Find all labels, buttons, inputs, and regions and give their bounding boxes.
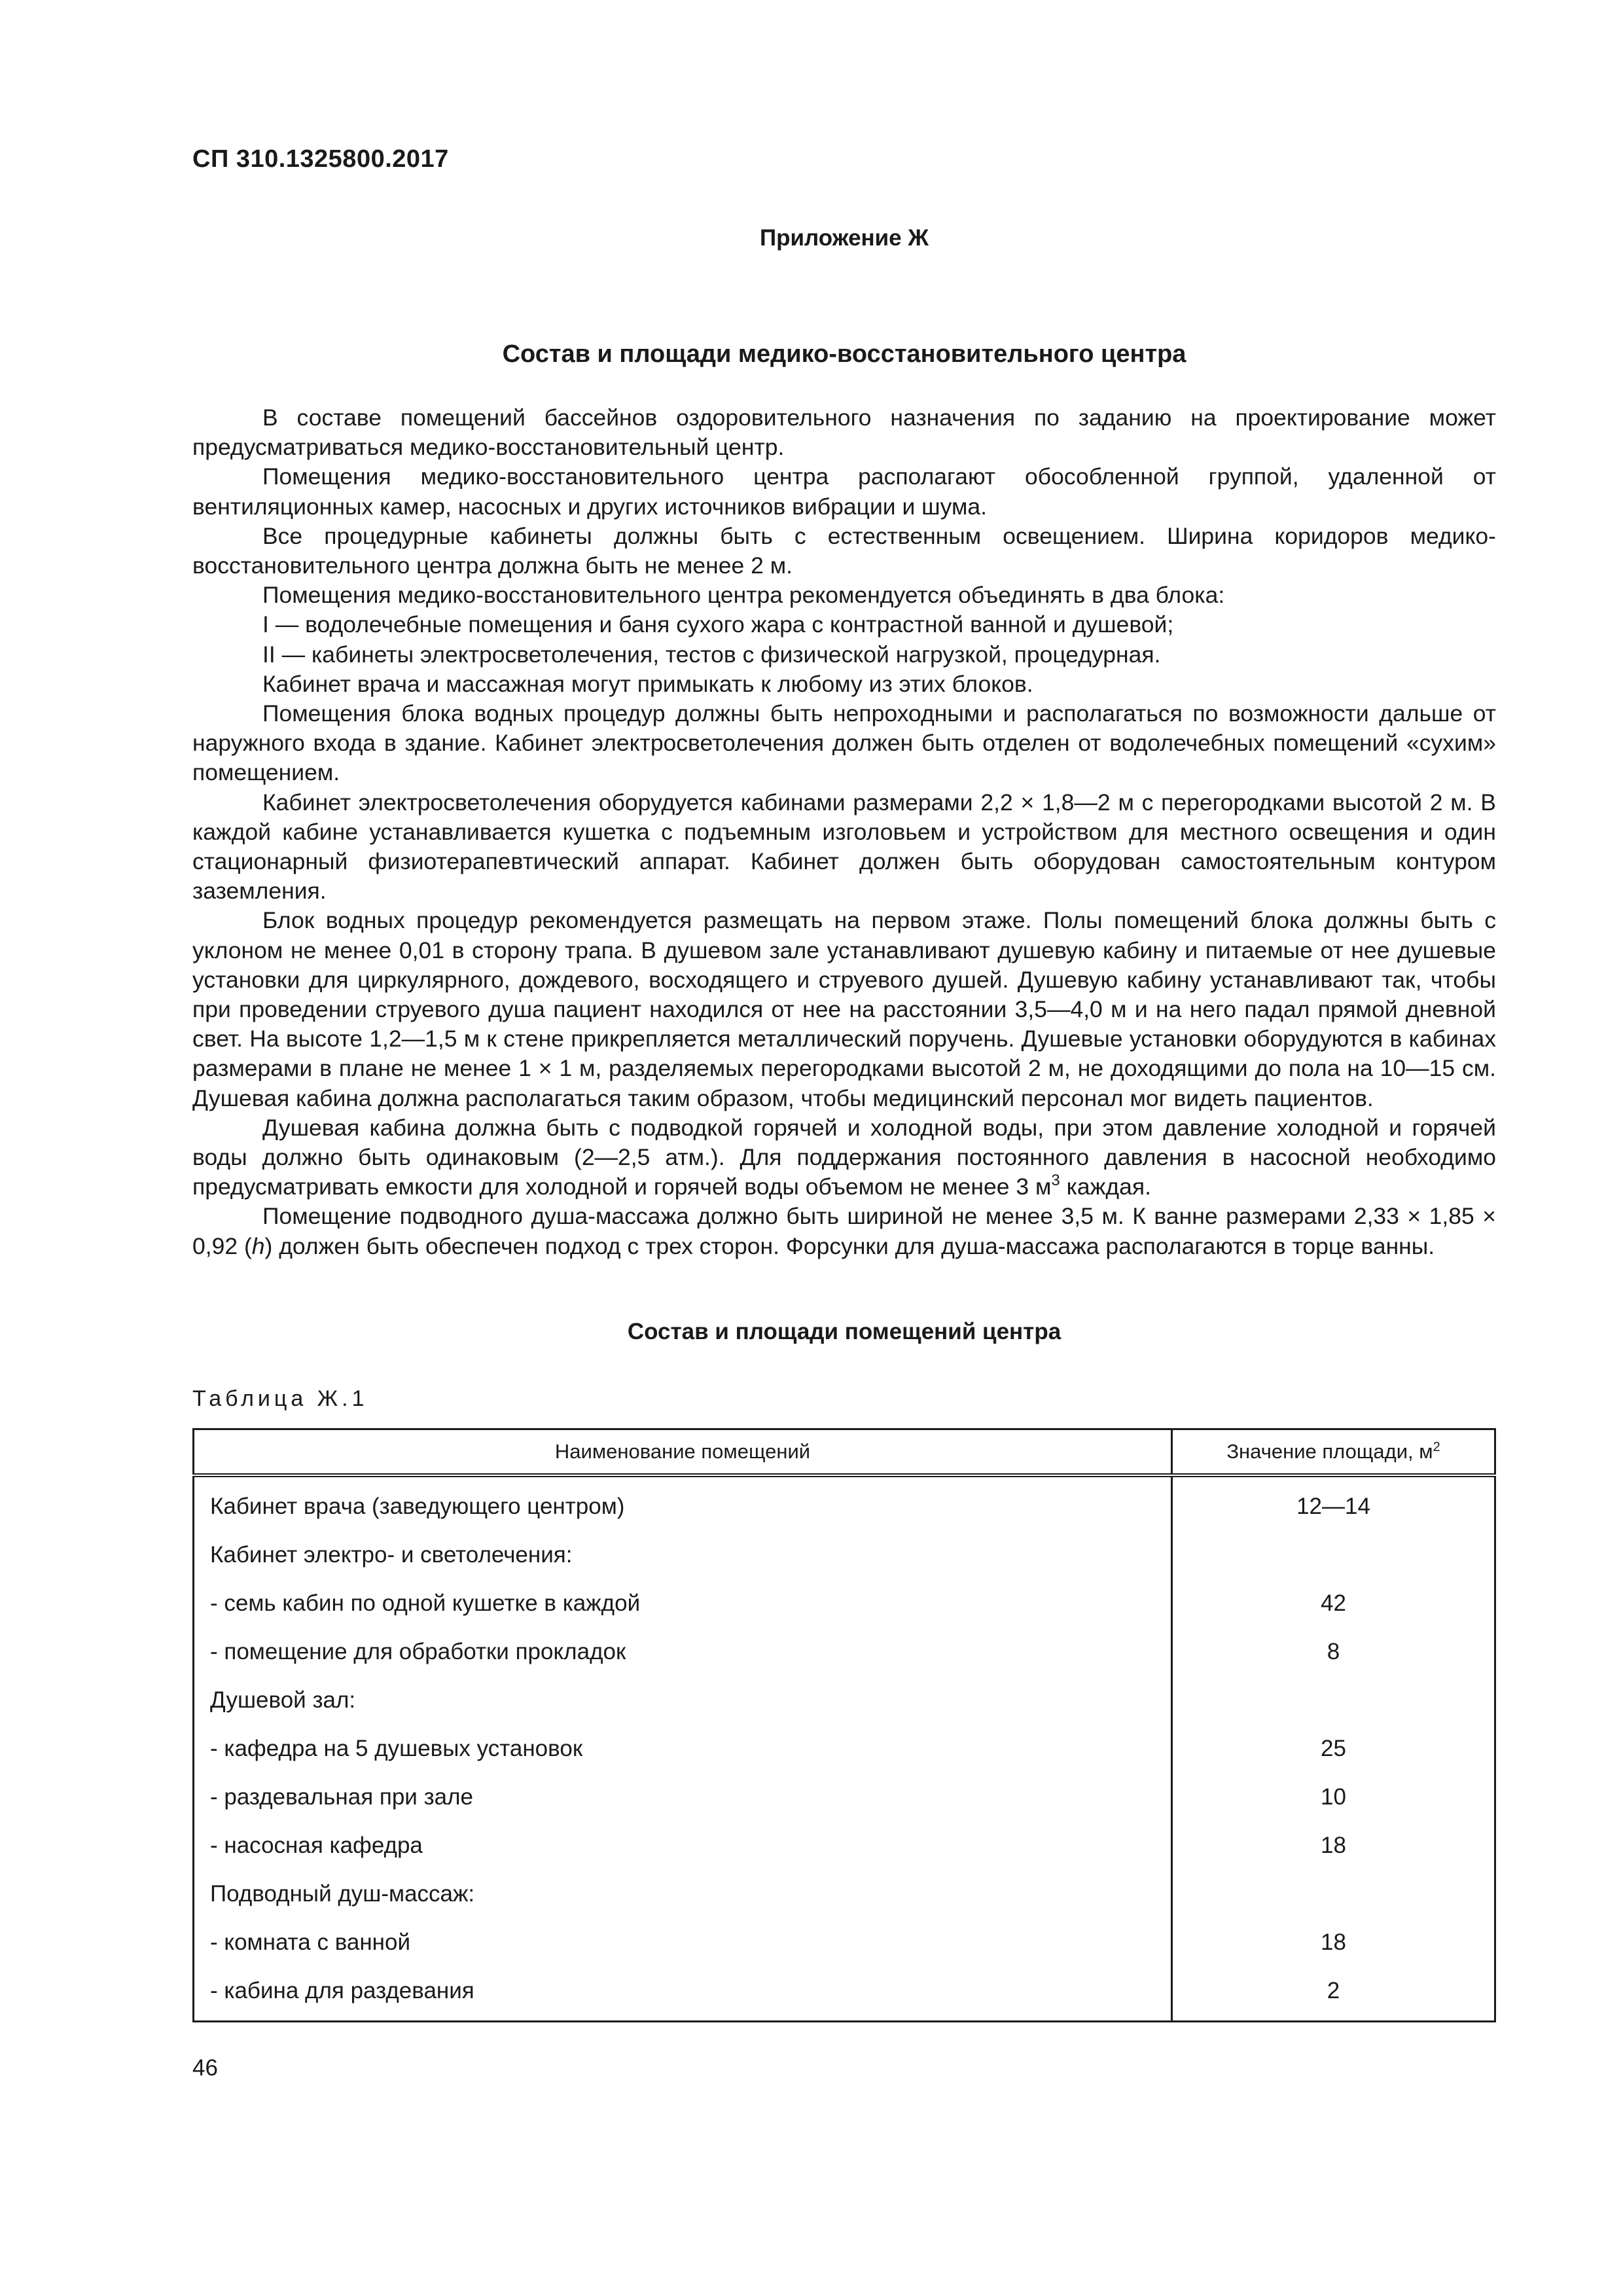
table-section-title: Состав и площади помещений центра: [627, 1319, 1061, 1344]
cell-room-name: - кафедра на 5 душевых установок: [194, 1725, 1172, 1773]
appendix-main-title: Состав и площади медико-восстановительного центра: [502, 340, 1186, 368]
table-row: [194, 1628, 1495, 1676]
cell-area-value: [1172, 1676, 1495, 1725]
table-row: [194, 1821, 1495, 1870]
table-label: Таблица Ж.1: [192, 1386, 368, 1411]
cell-area-value: 10: [1321, 1784, 1346, 1810]
body-text: [192, 403, 1496, 1261]
text-fragment: ) должен быть обеспечен подход с трех сторон. Форсунки для душа-массажа располагаются в торце ванны.: [264, 1232, 1435, 1259]
paragraph: I — водолечебные помещения и баня сухого жара с контрастной ванной и душевой;: [262, 611, 1174, 638]
paragraph: Помещения блока водных процедур должны быть непроходными и располагаться по возможности дальше от наружного входа в здание. Кабинет электросветолечения должен быть отделен от водолечебных помещений «сухим» помещением.: [192, 700, 1496, 786]
table-body: [194, 1475, 1495, 2022]
cell-area-value: [1172, 1531, 1495, 1579]
cell-room-name: Кабинет врача (заведующего центром): [194, 1475, 1172, 1531]
paragraph: Помещения медико-восстановительного центра располагают обособленной группой, удаленной от вентиляционных камер, насосных и других источников вибрации и шума.: [192, 463, 1496, 520]
paragraph: II — кабинеты электросветолечения, тестов с физической нагрузкой, процедурная.: [262, 641, 1161, 668]
paragraph: В составе помещений бассейнов оздоровительного назначения по заданию на проектирование может предусматриваться медико-восстановительный центр.: [192, 404, 1496, 461]
superscript: 2: [1433, 1440, 1440, 1454]
cell-area-value: 18: [1321, 1929, 1346, 1955]
table-row: [194, 1475, 1495, 1531]
cell-area-value: 8: [1327, 1639, 1340, 1664]
paragraph-underwater-massage: [192, 1202, 1496, 1261]
cell-room-name: - помещение для обработки прокладок: [194, 1628, 1172, 1676]
cell-area-value: [1172, 1870, 1495, 1918]
table-header-row: [194, 1429, 1495, 1476]
table-row: [194, 1967, 1495, 2022]
column-header-name: Наименование помещений: [194, 1429, 1172, 1476]
column-header-value: [1172, 1429, 1495, 1476]
cell-area-value: 42: [1321, 1590, 1346, 1616]
paragraph: Блок водных процедур рекомендуется размещать на первом этаже. Полы помещений блока должны быть с уклоном не менее 0,01 в сторону трапа. В душевом зале устанавливают душевую кабину и питаемые от нее душевые установки для циркулярного, дождевого, восходящего и струевого душей. Душевую кабину устанавливают так, чтобы при проведении струевого душа пациент находился от нее на расстоянии 3,5—4,0 м и на него падал прямой дневной свет. На высоте 1,2—1,5 м к стене прикрепляется металлический поручень. Душевые установки оборудуются в кабинах размерами в плане не менее 1 × 1 м, разделяемых перегородками высотой 2 м, не доходящими до пола на 10—15 см. Душевая кабина должна располагаться таким образом, чтобы медицинский персонал мог видеть пациентов.: [192, 907, 1496, 1111]
text-fragment: Помещение подводного душа-массажа должно быть шириной не менее 3,5 м. К ванне размерами 2,33 × 1,85 × 0,92 (: [192, 1203, 1496, 1259]
appendix-title: Приложение Ж: [759, 225, 929, 251]
cell-area-value: 25: [1321, 1736, 1346, 1761]
areas-table: [192, 1428, 1496, 2022]
cell-room-name: - комната с ванной: [194, 1918, 1172, 1967]
paragraph: Кабинет врача и массажная могут примыкать к любому из этих блоков.: [262, 670, 1033, 697]
table-row: [194, 1676, 1495, 1725]
italic-variable: h: [251, 1232, 265, 1259]
paragraph: Помещения медико-восстановительного центра рекомендуется объединять в два блока:: [262, 582, 1225, 609]
cell-room-name: - семь кабин по одной кушетке в каждой: [194, 1579, 1172, 1628]
page-number: 46: [192, 2055, 218, 2081]
table-row: [194, 1531, 1495, 1579]
document-code: СП 310.1325800.2017: [192, 145, 449, 173]
table-row: [194, 1773, 1495, 1821]
column-header-value-text: Значение площади, м: [1226, 1440, 1433, 1463]
table-row: [194, 1918, 1495, 1967]
cell-area-value: 12—14: [1296, 1494, 1370, 1519]
cell-area-value: 2: [1327, 1978, 1340, 2003]
cell-room-name: - насосная кафедра: [194, 1821, 1172, 1870]
text-fragment: Душевая кабина должна быть с подводкой горячей и холодной воды, при этом давление холодной и горячей воды должно быть одинаковым (2—2,5 атм.). Для поддержания постоянного давления в насосной необходимо предусматривать емкости для холодной и горячей воды объемом не менее 3 м: [192, 1114, 1496, 1200]
paragraph: Кабинет электросветолечения оборудуется кабинами размерами 2,2 × 1,8—2 м с перегородками высотой 2 м. В каждой кабине устанавливается кушетка с подъемным изголовьем и устройством для местного освещения и один стационарный физиотерапевтический аппарат. Кабинет должен быть оборудован самостоятельным контуром заземления.: [192, 789, 1496, 905]
table-row: [194, 1870, 1495, 1918]
cell-area-value: 18: [1321, 1833, 1346, 1858]
text-fragment: каждая.: [1060, 1174, 1151, 1200]
paragraph-water-supply: [192, 1113, 1496, 1202]
cell-room-name: - кабина для раздевания: [194, 1967, 1172, 2022]
table-row: [194, 1579, 1495, 1628]
cell-room-name: Душевой зал:: [194, 1676, 1172, 1725]
table-row: [194, 1725, 1495, 1773]
cell-room-name: Подводный душ-массаж:: [194, 1870, 1172, 1918]
paragraph: Все процедурные кабинеты должны быть с естественным освещением. Ширина коридоров медико-восстановительного центра должна быть не менее 2 м.: [192, 522, 1496, 579]
superscript: 3: [1051, 1172, 1060, 1190]
cell-room-name: - раздевальная при зале: [194, 1773, 1172, 1821]
cell-room-name: Кабинет электро- и светолечения:: [194, 1531, 1172, 1579]
